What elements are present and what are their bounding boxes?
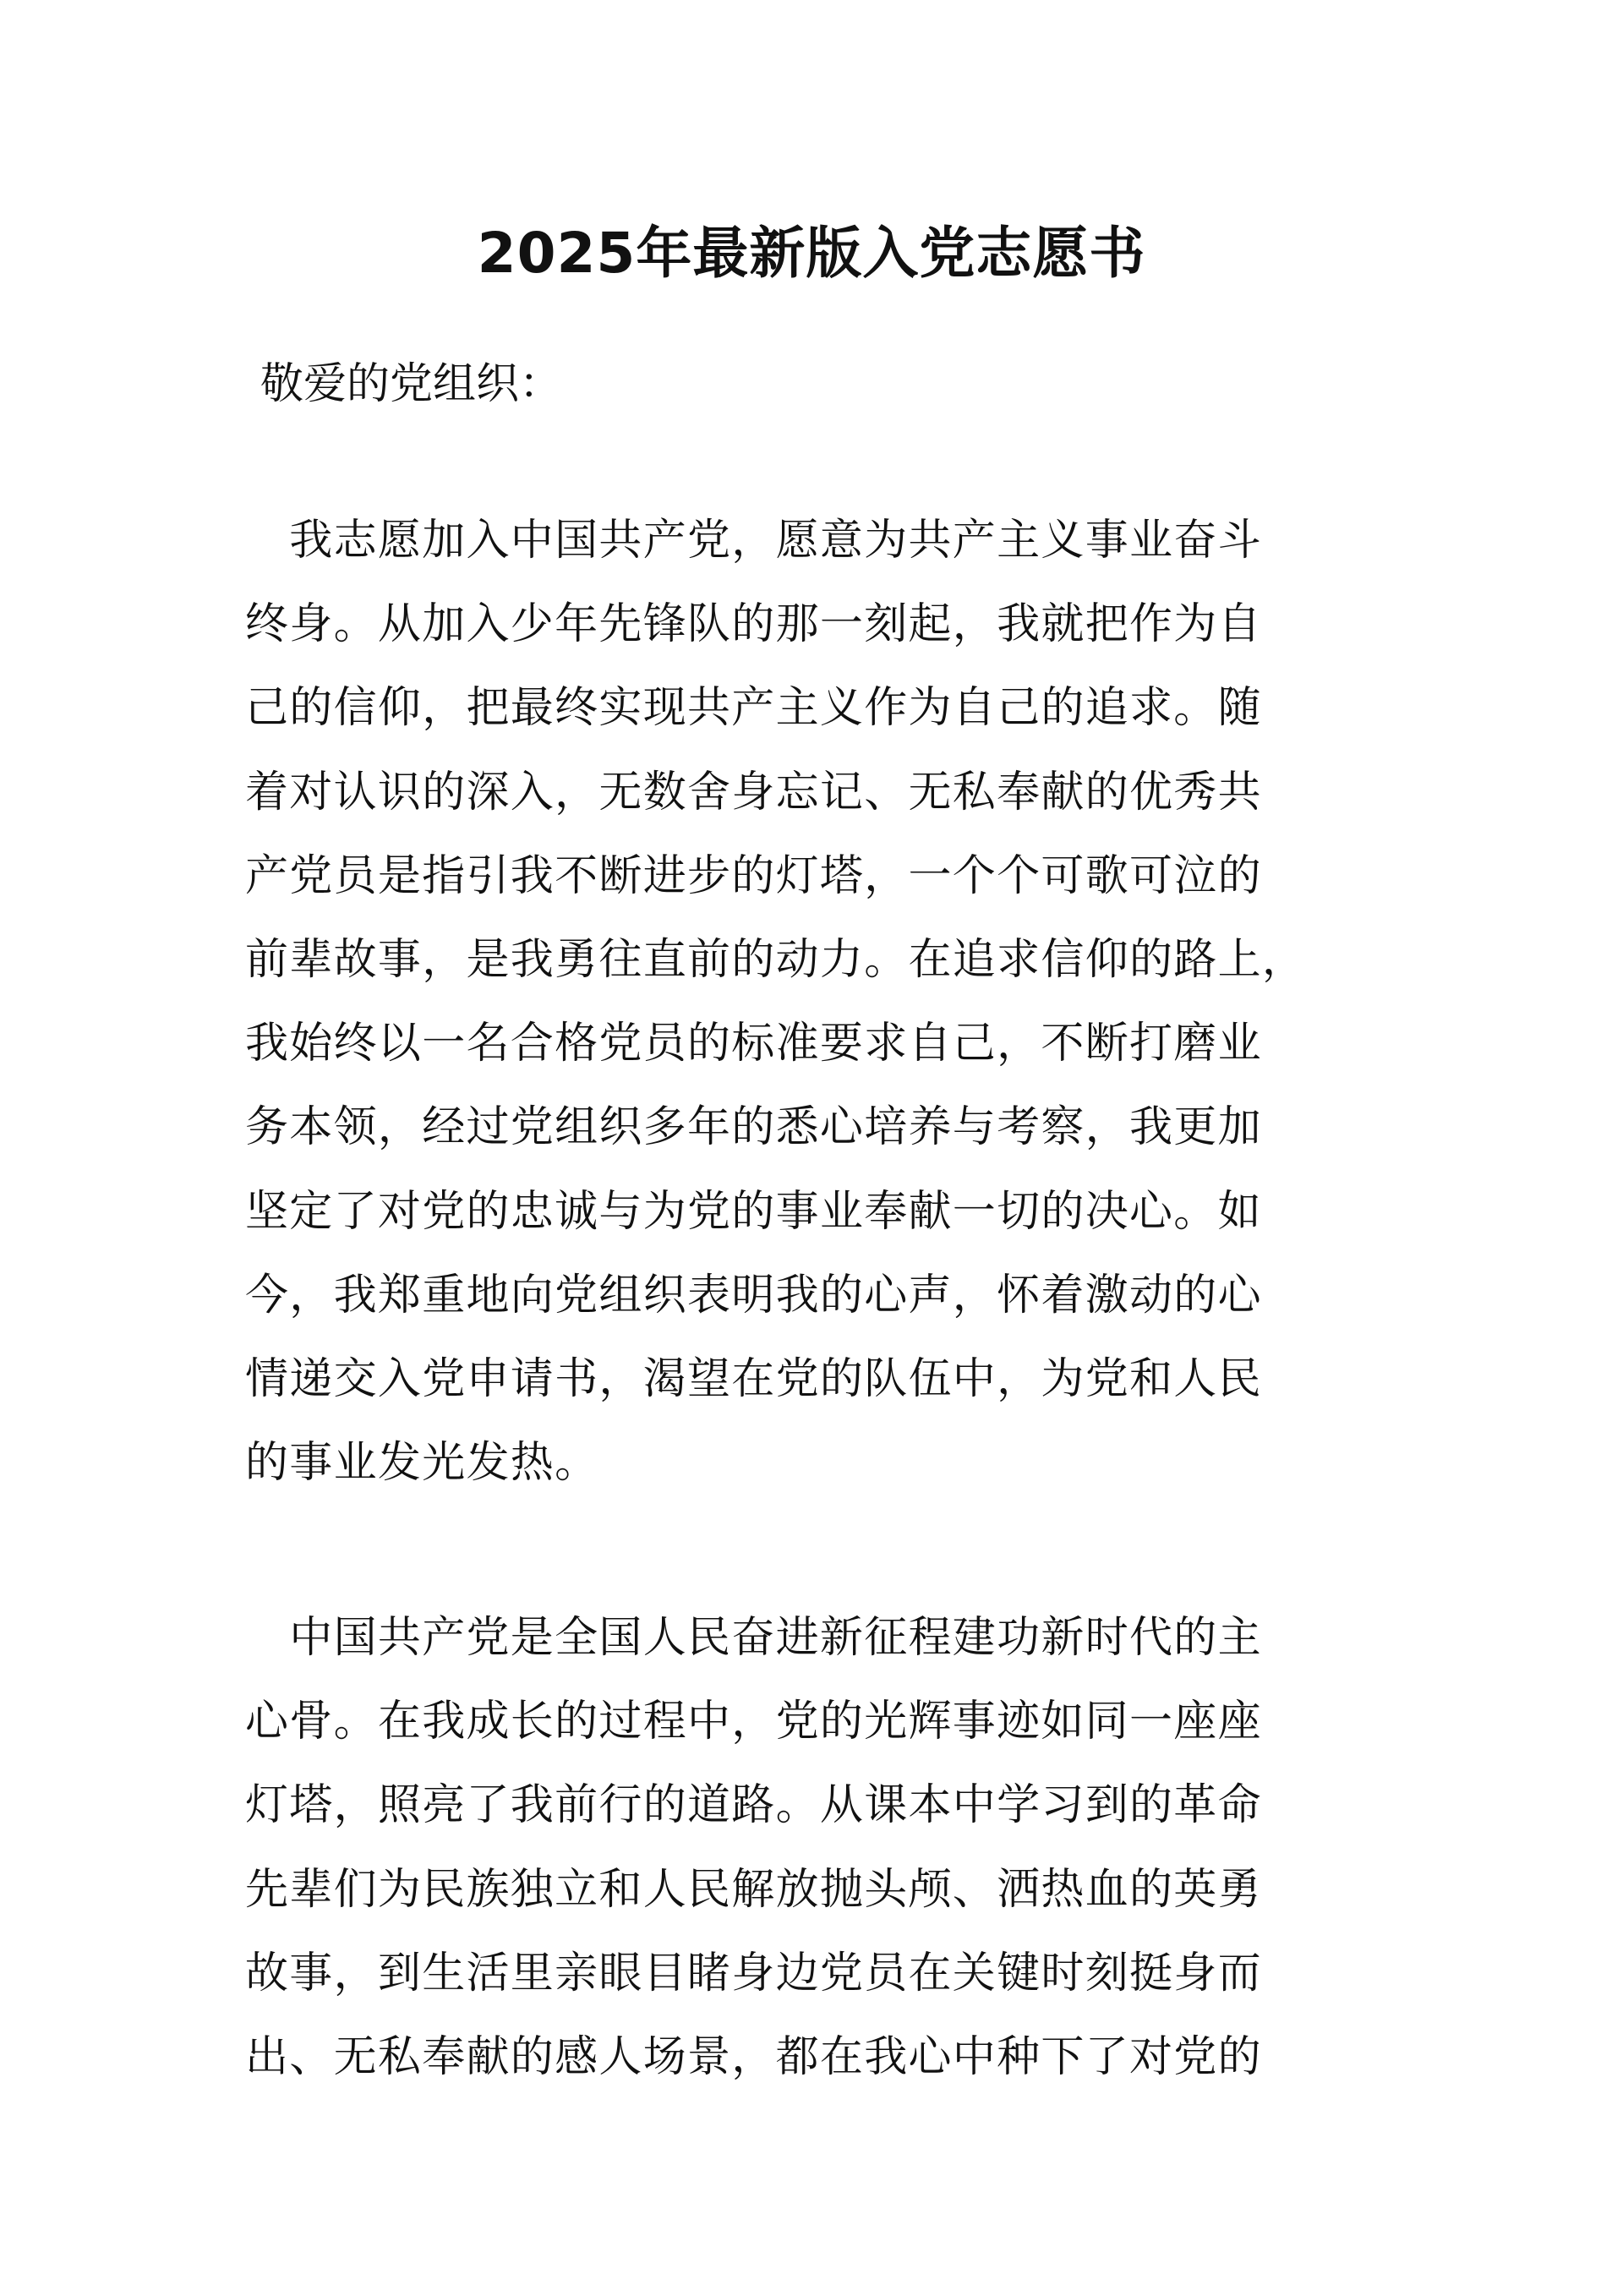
paragraph-line: 先辈们为民族独立和人民解放抛头颅、洒热血的英勇 (245, 1864, 1262, 1915)
paragraph-line: 情递交入党申请书，渴望在党的队伍中，为党和人民 (245, 1353, 1262, 1404)
paragraph-line: 的事业发光发热。 (245, 1438, 599, 1489)
paragraph-line: 务本领，经过党组织多年的悉心培养与考察，我更加 (245, 1102, 1262, 1153)
paragraph-line: 故事，到生活里亲眼目睹身边党员在关键时刻挺身而 (245, 1948, 1262, 1998)
paragraph-line: 心骨。在我成长的过程中，党的光辉事迹如同一座座 (245, 1697, 1262, 1747)
paragraph-line: 出、无私奉献的感人场景，都在我心中种下了对党的 (245, 2031, 1262, 2082)
paragraph-line: 终身。从加入少年先锋队的那一刻起，我就把作为自 (245, 599, 1262, 650)
paragraph-line: 前辈故事，是我勇往直前的动力。在追求信仰的路上， (245, 934, 1307, 985)
document-title: 2025年最新版入党志愿书 (477, 221, 1146, 286)
paragraph-line: 坚定了对党的忠诚与为党的事业奉献一切的决心。如 (245, 1186, 1262, 1237)
paragraph-line: 我始终以一名合格党员的标准要求自己，不断打磨业 (245, 1019, 1262, 1069)
paragraph-line: 产党员是指引我不断进步的灯塔，一个个可歌可泣的 (245, 850, 1262, 901)
salutation: 敬爱的党组织： (260, 359, 563, 409)
paragraph-line: 今，我郑重地向党组织表明我的心声，怀着激动的心 (245, 1270, 1262, 1320)
paragraph-2 (245, 1596, 1378, 2099)
paragraph-line: 我志愿加入中国共产党，愿意为共产主义事业奋斗 (245, 516, 1262, 566)
paragraph-line: 中国共产党是全国人民奋进新征程建功新时代的主 (245, 1613, 1262, 1663)
paragraph-1 (245, 499, 1378, 1505)
paragraph-line: 灯塔，照亮了我前行的道路。从课本中学习到的革命 (245, 1780, 1262, 1831)
paragraph-line: 己的信仰，把最终实现共产主义作为自己的追求。随 (245, 683, 1262, 734)
paragraph-line: 着对认识的深入，无数舍身忘记、无私奉献的优秀共 (245, 767, 1262, 817)
